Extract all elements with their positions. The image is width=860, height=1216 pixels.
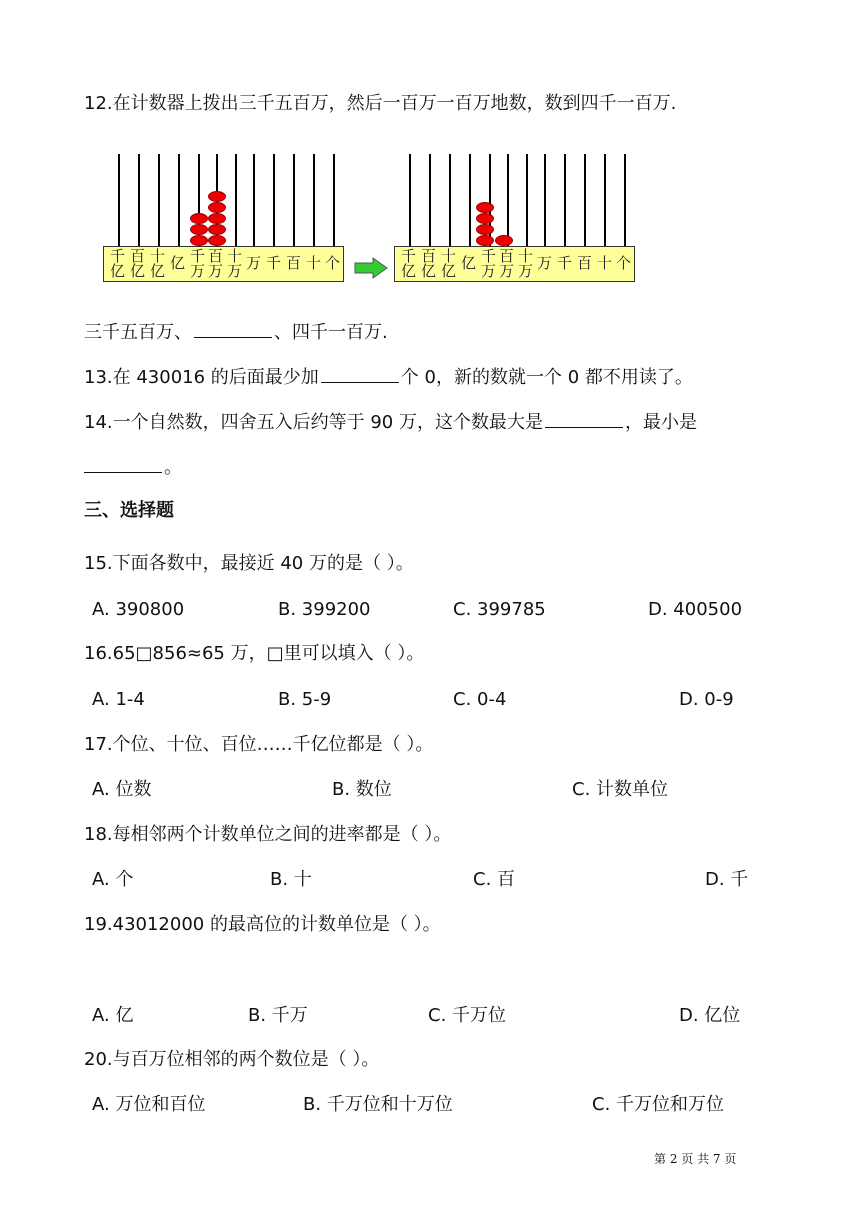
question-text: 。 [164, 457, 182, 478]
abacus-bead [190, 224, 208, 235]
abacus-bead [208, 213, 226, 224]
question-18: 18.每相邻两个计数单位之间的进率都是（ ）。 [84, 824, 452, 845]
abacus-bead [476, 224, 494, 235]
question-19: 19.43012000 的最高位的计数单位是（ ）。 [84, 914, 441, 935]
option-a[interactable]: A. 1-4 [92, 689, 145, 710]
abacus-bead [208, 202, 226, 213]
place-label: 十 [441, 247, 457, 265]
place-label: 千 [481, 247, 497, 265]
place-label: 万 [499, 262, 515, 280]
question-17: 17.个位、十位、百位……千亿位都是（ ）。 [84, 734, 434, 755]
question-14 [84, 409, 697, 435]
question-16: 16.65□856≈65 万，□里可以填入（ ）。 [84, 643, 425, 664]
option-c[interactable]: C. 千万位和万位 [592, 1094, 725, 1115]
abacus-rod [235, 154, 237, 246]
abacus-rod [313, 154, 315, 246]
place-label: 个 [325, 254, 341, 272]
place-label: 万 [518, 262, 534, 280]
option-d[interactable]: D. 400500 [648, 599, 743, 620]
place-label: 万 [227, 262, 243, 280]
question-text: ，最小是 [624, 412, 697, 433]
question-text: 个 0，新的数就一个 0 都不用读了。 [400, 367, 693, 388]
question-15: 15.下面各数中，最接近 40 万的是（ ）。 [84, 553, 414, 574]
option-a[interactable]: A. 亿 [92, 1005, 134, 1026]
question-text: 14.一个自然数，四舍五入后约等于 90 万，这个数最大是 [84, 412, 543, 433]
place-label: 百 [577, 254, 593, 272]
option-a[interactable]: A. 万位和百位 [92, 1094, 206, 1115]
abacus-bead [190, 213, 208, 224]
abacus-bead [476, 235, 494, 246]
question-20: 20.与百万位相邻的两个数位是（ ）。 [84, 1049, 380, 1070]
place-label: 万 [246, 254, 262, 272]
abacus-rod [138, 154, 140, 246]
abacus-rod [526, 154, 528, 246]
abacus-rod [604, 154, 606, 246]
page-footer: 第 2 页 共 7 页 [654, 1152, 737, 1166]
option-d[interactable]: D. 千 [705, 869, 749, 890]
option-d[interactable]: D. 亿位 [679, 1005, 741, 1026]
abacus-before [103, 154, 343, 284]
abacus-rod [507, 154, 509, 246]
abacus-label-panel [394, 246, 635, 282]
place-label: 亿 [461, 254, 477, 272]
answer-blank[interactable] [545, 409, 623, 428]
abacus-bead [476, 202, 494, 213]
abacus-rod [118, 154, 120, 246]
arrow-right-icon [353, 256, 389, 280]
option-c[interactable]: C. 399785 [453, 599, 546, 620]
answer-blank[interactable] [84, 454, 162, 473]
option-d[interactable]: D. 0-9 [679, 689, 734, 710]
place-label: 亿 [110, 262, 126, 280]
answer-blank[interactable] [194, 319, 272, 338]
place-label: 千 [110, 247, 126, 265]
option-b[interactable]: B. 5-9 [278, 689, 332, 710]
abacus-bead [208, 224, 226, 235]
abacus-rod [409, 154, 411, 246]
place-label: 亿 [150, 262, 166, 280]
place-label: 亿 [441, 262, 457, 280]
place-label: 十 [597, 254, 613, 272]
abacus-rod [584, 154, 586, 246]
place-label: 亿 [401, 262, 417, 280]
section-title: 三、选择题 [84, 500, 174, 521]
place-label: 十 [518, 247, 534, 265]
abacus-rod [273, 154, 275, 246]
abacus-rod [469, 154, 471, 246]
place-label: 百 [208, 247, 224, 265]
abacus-rod [544, 154, 546, 246]
abacus-rod [293, 154, 295, 246]
option-c[interactable]: C. 百 [473, 869, 516, 890]
option-c[interactable]: C. 千万位 [428, 1005, 507, 1026]
place-label: 万 [537, 254, 553, 272]
place-label: 十 [150, 247, 166, 265]
place-label: 千 [401, 247, 417, 265]
option-a[interactable]: A. 390800 [92, 599, 185, 620]
question-text: 13.在 430016 的后面最少加 [84, 367, 319, 388]
question-12-answer [84, 319, 388, 345]
place-label: 千 [190, 247, 206, 265]
place-label: 万 [190, 262, 206, 280]
place-label: 千 [266, 254, 282, 272]
abacus-rod [624, 154, 626, 246]
abacus-rod [429, 154, 431, 246]
place-label: 百 [421, 247, 437, 265]
answer-blank[interactable] [321, 364, 399, 383]
option-a[interactable]: A. 个 [92, 869, 134, 890]
option-c[interactable]: C. 计数单位 [572, 779, 669, 800]
place-label: 十 [227, 247, 243, 265]
option-a[interactable]: A. 位数 [92, 779, 152, 800]
abacus-bead [476, 213, 494, 224]
answer-prefix: 三千五百万、 [84, 322, 192, 343]
abacus-rod [253, 154, 255, 246]
place-label: 万 [481, 262, 497, 280]
abacus-rod [178, 154, 180, 246]
place-label: 个 [616, 254, 632, 272]
abacus-rod [564, 154, 566, 246]
place-label: 亿 [130, 262, 146, 280]
abacus-rod [333, 154, 335, 246]
place-label: 百 [130, 247, 146, 265]
question-12: 12.在计数器上拨出三千五百万，然后一百万一百万地数，数到四千一百万. [84, 93, 677, 114]
abacus-bead [208, 235, 226, 246]
place-label: 百 [499, 247, 515, 265]
place-label: 千 [557, 254, 573, 272]
place-label: 十 [306, 254, 322, 272]
abacus-after [394, 154, 634, 284]
place-label: 亿 [421, 262, 437, 280]
place-label: 百 [286, 254, 302, 272]
abacus-bead [190, 235, 208, 246]
abacus-rod [158, 154, 160, 246]
option-c[interactable]: C. 0-4 [453, 689, 507, 710]
abacus-bead [208, 191, 226, 202]
option-b[interactable]: B. 千万 [248, 1005, 308, 1026]
answer-suffix: 、四千一百万. [274, 322, 388, 343]
abacus-bead [495, 235, 513, 246]
question-14-cont [84, 454, 182, 480]
option-b[interactable]: B. 十 [270, 869, 312, 890]
question-13 [84, 364, 693, 390]
option-b[interactable]: B. 399200 [278, 599, 371, 620]
abacus-rod [449, 154, 451, 246]
place-label: 万 [208, 262, 224, 280]
abacus-label-panel [103, 246, 344, 282]
place-label: 亿 [170, 254, 186, 272]
option-b[interactable]: B. 数位 [332, 779, 392, 800]
option-b[interactable]: B. 千万位和十万位 [303, 1094, 453, 1115]
